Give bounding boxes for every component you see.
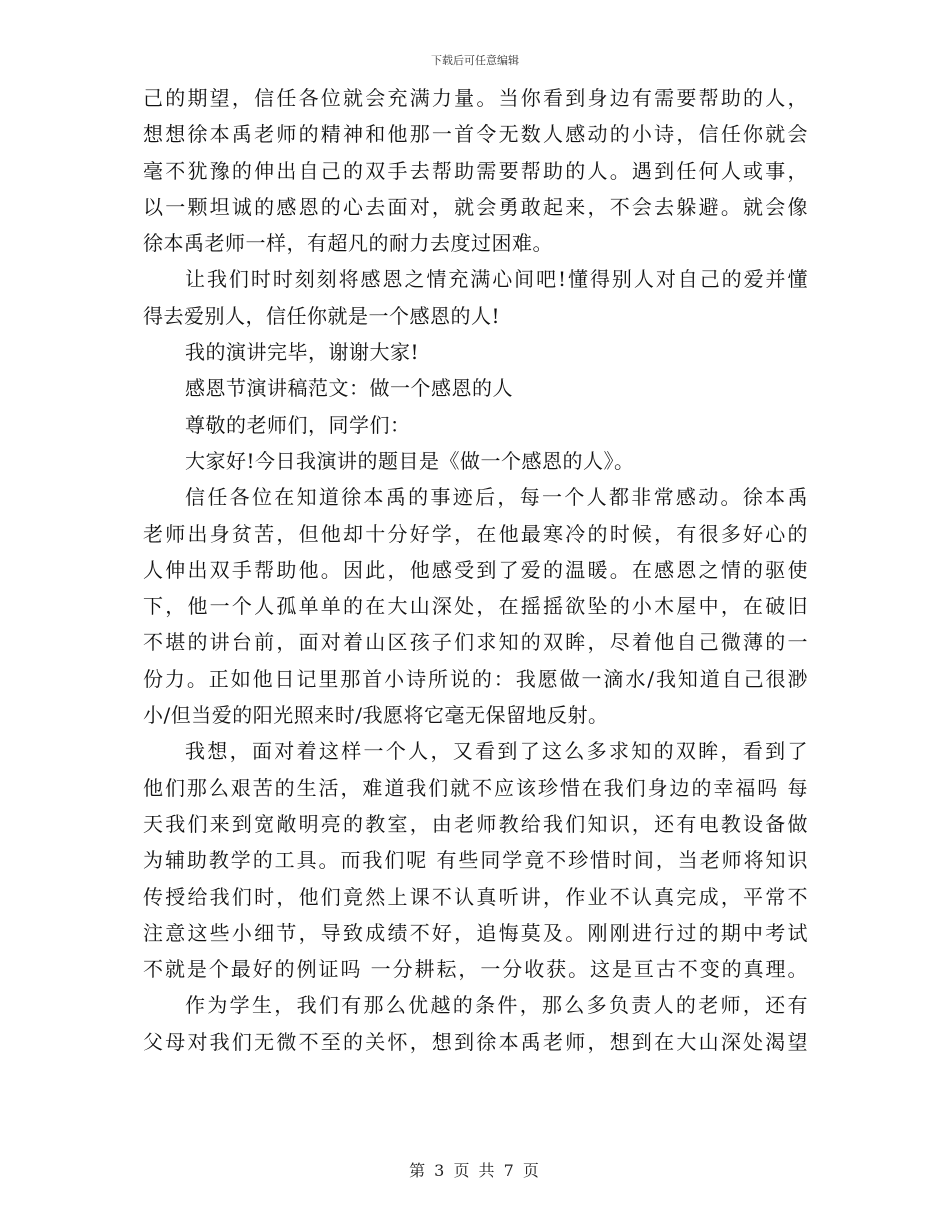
- text-line: 不就是个最好的例证吗 一分耕耘，一分收获。这是亘古不变的真理。: [143, 957, 808, 982]
- text-line: 作为学生，我们有那么优越的条件，那么多负责人的老师，还有: [185, 993, 808, 1018]
- text-line: 份力。正如他日记里那首小诗所说的：我愿做一滴水/我知道自己很渺: [143, 666, 808, 691]
- text-line: 徐本禹老师一样，有超凡的耐力去度过困难。: [143, 231, 553, 256]
- text-line: 毫不犹豫的伸出自己的双手去帮助需要帮助的人。遇到任何人或事，: [143, 158, 808, 183]
- document-body: [143, 80, 808, 1060]
- text-line: 以一颗坦诚的感恩的心去面对，就会勇敢起来，不会去躲避。就会像: [143, 194, 808, 219]
- text-line: 我想，面对着这样一个人，又看到了这么多求知的双眸，看到了: [185, 739, 808, 764]
- text-line: 己的期望，信任各位就会充满力量。当你看到身边有需要帮助的人，: [143, 86, 808, 110]
- text-line: 天我们来到宽敞明亮的教室，由老师教给我们知识，还有电教设备做: [143, 811, 808, 836]
- page-number-footer: 第 3 页 共 7 页: [409, 1161, 541, 1180]
- text-line: 得去爱别人，信任你就是一个感恩的人!: [143, 303, 501, 328]
- text-line: 我的演讲完毕，谢谢大家!: [185, 340, 420, 365]
- text-line: 人伸出双手帮助他。因此，他感受到了爱的温暖。在感恩之情的驱使: [143, 557, 808, 582]
- page-header: 下载后可任意编辑: [431, 54, 519, 67]
- text-line: 他们那么艰苦的生活，难道我们就不应该珍惜在我们身边的幸福吗 每: [143, 775, 808, 800]
- text-line: 注意这些小细节，导致成绩不好，追悔莫及。刚刚进行过的期中考试: [143, 920, 808, 945]
- text-line: 为辅助教学的工具。而我们呢 有些同学竟不珍惜时间，当老师将知识: [143, 848, 808, 873]
- text-line: 让我们时时刻刻将感恩之情充满心间吧!懂得别人对自己的爱并懂: [185, 267, 808, 292]
- text-line: 老师出身贫苦，但他却十分好学，在他最寒冷的时候，有很多好心的: [143, 521, 808, 546]
- text-line: 小/但当爱的阳光照来时/我愿将它毫无保留地反射。: [143, 703, 609, 728]
- text-line: 尊敬的老师们，同学们：: [185, 412, 411, 437]
- text-line: 父母对我们无微不至的关怀，想到徐本禹老师，想到在大山深处渴望: [143, 1029, 808, 1054]
- text-line: 信任各位在知道徐本禹的事迹后，每一个人都非常感动。徐本禹: [185, 485, 808, 510]
- text-line: 感恩节演讲稿范文：做一个感恩的人: [185, 376, 513, 401]
- text-line: 下，他一个人孤单单的在大山深处，在摇摇欲坠的小木屋中，在破旧: [143, 594, 808, 619]
- text-line: 想想徐本禹老师的精神和他那一首令无数人感动的小诗，信任你就会: [143, 122, 808, 147]
- text-line: 大家好!今日我演讲的题目是《做一个感恩的人》。: [185, 448, 635, 473]
- text-line: 传授给我们时，他们竟然上课不认真听讲，作业不认真完成，平常不: [143, 884, 808, 909]
- text-line: 不堪的讲台前，面对着山区孩子们求知的双眸，尽着他自己微薄的一: [143, 630, 808, 655]
